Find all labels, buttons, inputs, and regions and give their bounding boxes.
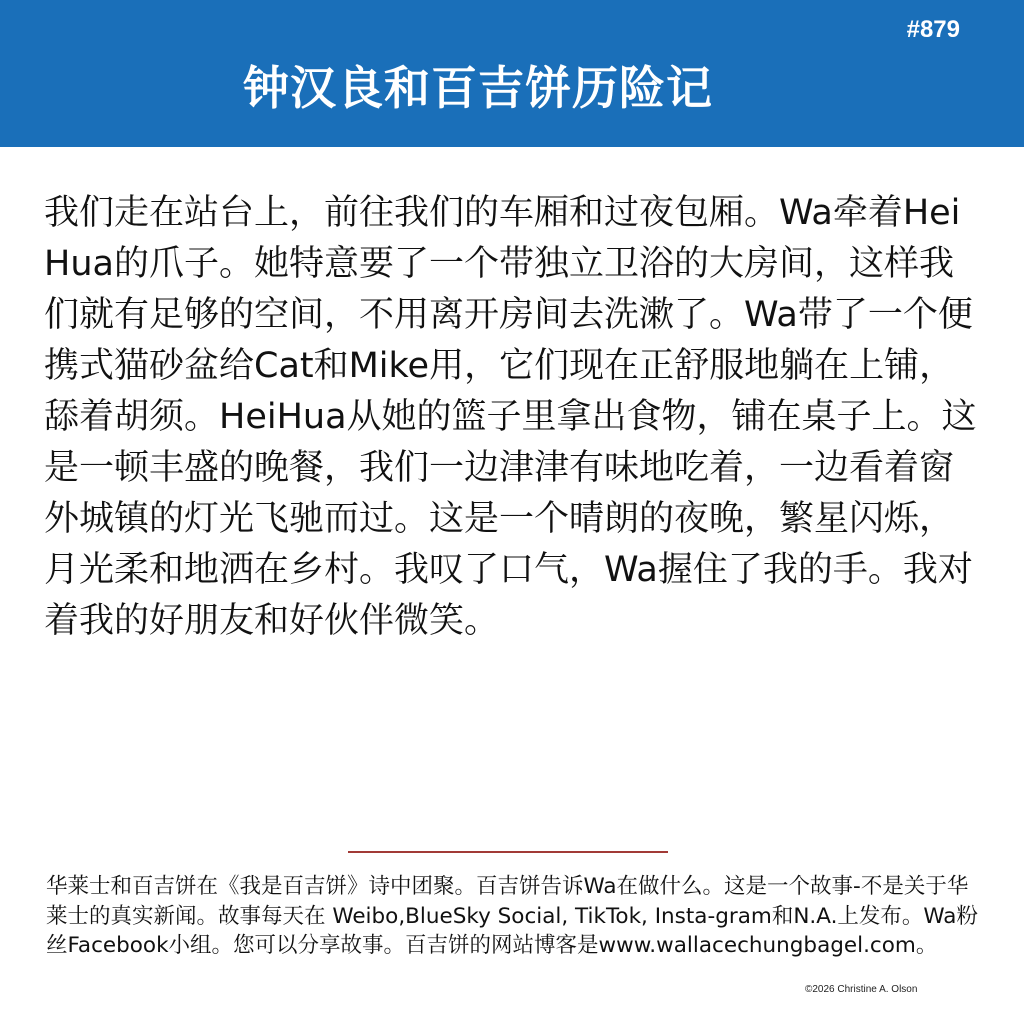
episode-number: #879 bbox=[906, 16, 960, 43]
page-title: 钟汉良和百吉饼历险记 bbox=[243, 61, 713, 115]
copyright-notice: ©2026 Christine A. Olson bbox=[805, 984, 918, 995]
header-banner bbox=[0, 0, 1024, 147]
footer-note: 华莱士和百吉饼在《我是百吉饼》诗中团聚。百吉饼告诉Wa在做什么。这是一个故事-不是关于华莱士的真实新闻。故事每天在 Weibo,BlueSky Social, TikTok, Insta-gram和N.A.上发布。Wa粉丝Facebook小组。您可以分享故事。百吉饼的网站博客是www.wallacechungbagel.com。 bbox=[46, 874, 978, 958]
divider-line bbox=[348, 851, 668, 853]
story-text: 我们走在站台上，前往我们的车厢和过夜包厢。Wa牵着HeiHua的爪子。她特意要了一个带独立卫浴的大房间，这样我们就有足够的空间，不用离开房间去洗漱了。Wa带了一个便携式猫砂盆给Cat和Mike用，它们现在正舒服地躺在上铺，舔着胡须。HeiHua从她的篮子里拿出食物，铺在桌子上。这是一顿丰盛的晚餐，我们一边津津有味地吃着，一边看着窗外城镇的灯光飞驰而过。这是一个晴朗的夜晚，繁星闪烁，月光柔和地洒在乡村。我叹了口气，Wa握住了我的手。我对着我的好朋友和好伙伴微笑。 bbox=[44, 193, 977, 641]
